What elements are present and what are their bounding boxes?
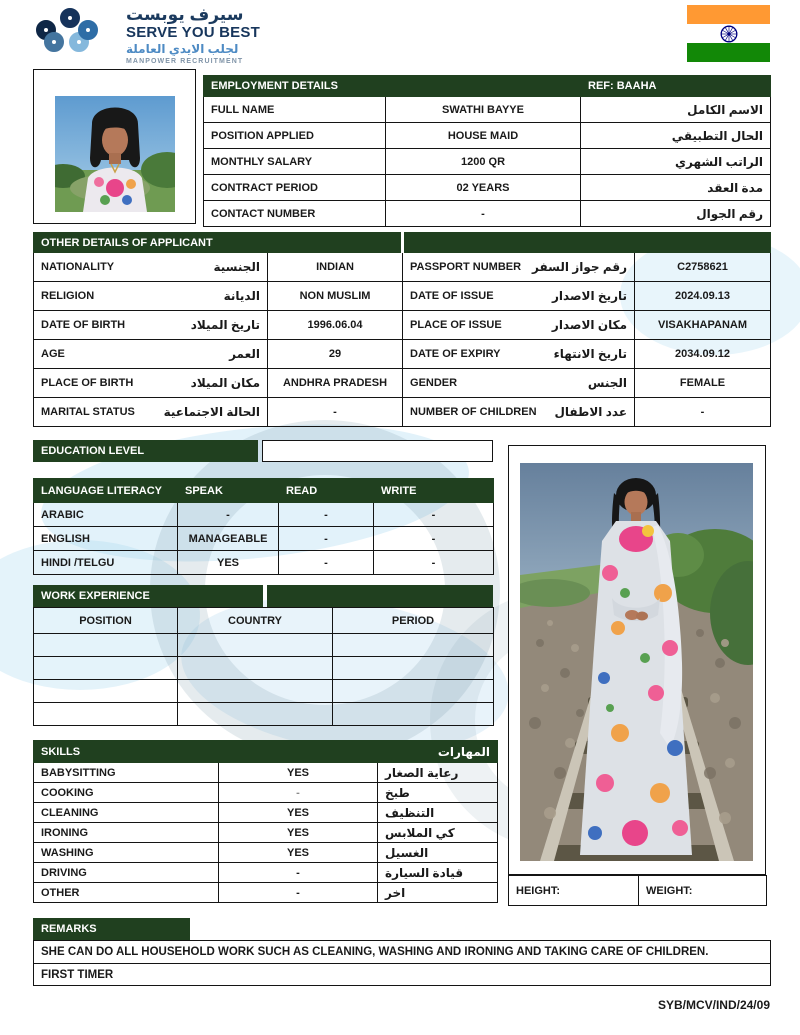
language-name: ENGLISH <box>34 527 178 551</box>
field-label-arabic: رقم الجوال <box>581 201 771 227</box>
field-label-dual <box>34 340 268 369</box>
table-row <box>34 863 498 883</box>
table-row <box>34 369 771 398</box>
skill-name: COOKING <box>34 783 219 803</box>
logo-ring <box>60 8 80 28</box>
field-label-dual <box>403 311 635 340</box>
write-value: - <box>374 527 494 551</box>
field-value: 1200 QR <box>386 149 581 175</box>
field-label: CONTACT NUMBER <box>204 201 386 227</box>
applicant-passport-photo <box>33 69 196 224</box>
field-label-arabic: الديانة <box>223 289 260 303</box>
field-label: AGE <box>41 348 65 360</box>
skill-name: IRONING <box>34 823 219 843</box>
logo-subtitle: MANPOWER RECRUITMENT <box>126 58 244 65</box>
position-cell <box>34 657 178 680</box>
position-cell <box>34 680 178 703</box>
remarks-table <box>33 940 771 986</box>
skill-name-arabic: طبخ <box>378 783 498 803</box>
education-level-header: EDUCATION LEVEL <box>33 440 258 462</box>
skill-name-arabic: رعاية الصغار <box>378 763 498 783</box>
skill-value: - <box>219 863 378 883</box>
skill-value: YES <box>219 803 378 823</box>
column-header: WRITE <box>374 479 494 503</box>
logo-ring <box>44 32 64 52</box>
country-cell <box>178 634 333 657</box>
field-label-dual <box>34 282 268 311</box>
skill-value: - <box>219 883 378 903</box>
field-label-arabic: مكان الاصدار <box>551 318 628 332</box>
field-label-arabic: مدة العقد <box>581 175 771 201</box>
table-row <box>34 703 494 726</box>
applicant-full-photo <box>508 445 766 875</box>
work-experience-header-spacer <box>267 585 493 607</box>
field-label-dual <box>403 398 635 427</box>
field-label: FULL NAME <box>204 97 386 123</box>
table-header-row <box>204 76 771 97</box>
table-row <box>204 97 771 123</box>
measurements-table <box>508 875 767 906</box>
field-value: 1996.06.04 <box>268 311 403 340</box>
flag-saffron-stripe <box>687 5 770 24</box>
speak-value: - <box>178 503 279 527</box>
field-label-dual <box>34 311 268 340</box>
skill-name-arabic: قيادة السيارة <box>378 863 498 883</box>
table-header-row <box>34 233 771 253</box>
field-label-arabic: رقم جواز السفر <box>532 260 628 274</box>
skill-name: CLEANING <box>34 803 219 823</box>
field-label: MONTHLY SALARY <box>204 149 386 175</box>
position-cell <box>34 703 178 726</box>
work-experience-table <box>33 607 494 726</box>
field-value: HOUSE MAID <box>386 123 581 149</box>
logo-text-block <box>126 5 276 66</box>
read-value: - <box>279 527 374 551</box>
weight-label: WEIGHT: <box>639 876 767 906</box>
field-label: DATE OF BIRTH <box>41 319 126 331</box>
field-label-arabic: مكان الميلاد <box>190 376 260 390</box>
country-cell <box>178 680 333 703</box>
field-label-arabic: الحال التطبيقي <box>581 123 771 149</box>
table-row <box>34 843 498 863</box>
serve-you-best-logo-icon <box>36 8 122 68</box>
field-label-arabic: العمر <box>229 347 260 361</box>
field-label-dual <box>34 398 268 427</box>
ashoka-chakra-icon <box>720 25 738 43</box>
period-cell <box>333 680 494 703</box>
height-label: HEIGHT: <box>509 876 639 906</box>
skills-table <box>33 740 498 903</box>
period-cell <box>333 703 494 726</box>
field-label-dual <box>403 369 635 398</box>
table-row <box>34 282 771 311</box>
language-name: HINDI /TELGU <box>34 551 178 575</box>
logo-title: SERVE YOU BEST <box>126 24 260 41</box>
field-value: SWATHI BAYYE <box>386 97 581 123</box>
field-value: C2758621 <box>635 253 771 282</box>
skill-name-arabic: كي الملابس <box>378 823 498 843</box>
field-label: DATE OF ISSUE <box>410 290 494 302</box>
column-header: SPEAK <box>178 479 279 503</box>
table-row <box>34 634 494 657</box>
field-label: POSITION APPLIED <box>204 123 386 149</box>
table-row <box>34 340 771 369</box>
field-label-arabic: تاريخ الميلاد <box>190 318 260 332</box>
other-details-table <box>33 232 771 427</box>
other-details-title-spacer <box>403 233 771 253</box>
employment-details-table <box>203 75 771 227</box>
table-row <box>34 551 494 575</box>
skill-name: WASHING <box>34 843 219 863</box>
table-row <box>34 657 494 680</box>
speak-value: MANAGEABLE <box>178 527 279 551</box>
field-value: 29 <box>268 340 403 369</box>
country-cell <box>178 703 333 726</box>
column-header: LANGUAGE LITERACY <box>34 479 178 503</box>
field-value: 2034.09.12 <box>635 340 771 369</box>
employment-title: EMPLOYMENT DETAILS <box>204 76 581 97</box>
column-header: COUNTRY <box>178 608 333 634</box>
other-details-title: OTHER DETAILS OF APPLICANT <box>34 233 403 253</box>
table-row <box>34 883 498 903</box>
skill-name: DRIVING <box>34 863 219 883</box>
skill-value: YES <box>219 843 378 863</box>
skill-value: YES <box>219 823 378 843</box>
field-label-arabic: الحالة الاجتماعية <box>163 405 260 419</box>
ref-code: REF: BAAHA <box>581 76 771 97</box>
table-row <box>204 149 771 175</box>
field-label: PLACE OF ISSUE <box>410 319 502 331</box>
column-header: PERIOD <box>333 608 494 634</box>
skill-name: OTHER <box>34 883 219 903</box>
field-label-arabic: الجنس <box>587 376 628 390</box>
period-cell <box>333 634 494 657</box>
work-experience-header: WORK EXPERIENCE <box>33 585 263 607</box>
read-value: - <box>279 551 374 575</box>
field-label: PLACE OF BIRTH <box>41 377 134 389</box>
education-level-value <box>262 440 493 462</box>
remarks-line2: FIRST TIMER <box>34 964 771 986</box>
india-flag-icon <box>687 5 770 62</box>
field-value: 2024.09.13 <box>635 282 771 311</box>
logo-ring <box>78 20 98 40</box>
logo-arabic-subtitle: لجلب الايدي العاملة <box>126 42 239 56</box>
remarks-header: REMARKS <box>33 918 190 940</box>
write-value: - <box>374 503 494 527</box>
field-value: NON MUSLIM <box>268 282 403 311</box>
full-photo-image <box>520 463 753 861</box>
table-header-row <box>34 479 494 503</box>
field-label: GENDER <box>410 377 458 389</box>
field-label-arabic: الاسم الكامل <box>581 97 771 123</box>
column-header: READ <box>279 479 374 503</box>
field-label-arabic: الراتب الشهري <box>581 149 771 175</box>
field-label: MARITAL STATUS <box>41 406 135 418</box>
table-header-row <box>34 608 494 634</box>
field-value: - <box>268 398 403 427</box>
remarks-line1: SHE CAN DO ALL HOUSEHOLD WORK SUCH AS CLEANING, WASHING AND IRONING AND TAKING CARE OF CHILDREN. <box>34 941 771 964</box>
field-label: PASSPORT NUMBER <box>410 261 522 273</box>
period-cell <box>333 657 494 680</box>
field-label-arabic: الجنسية <box>213 260 260 274</box>
speak-value: YES <box>178 551 279 575</box>
position-cell <box>34 634 178 657</box>
table-row <box>34 823 498 843</box>
table-row <box>34 680 494 703</box>
column-header: POSITION <box>34 608 178 634</box>
write-value: - <box>374 551 494 575</box>
field-value: - <box>386 201 581 227</box>
logo-arabic-title: سيرف يوبست <box>126 5 244 24</box>
field-value: VISAKHAPANAM <box>635 311 771 340</box>
skill-name-arabic: التنظيف <box>378 803 498 823</box>
skill-name: BABYSITTING <box>34 763 219 783</box>
field-label: DATE OF EXPIRY <box>410 348 501 360</box>
flag-green-stripe <box>687 43 770 62</box>
field-value: 02 YEARS <box>386 175 581 201</box>
read-value: - <box>279 503 374 527</box>
table-row <box>204 123 771 149</box>
table-row <box>34 527 494 551</box>
skills-title-arabic: المهارات <box>378 741 498 763</box>
skills-title: SKILLS <box>34 741 378 763</box>
field-value: - <box>635 398 771 427</box>
field-value: ANDHRA PRADESH <box>268 369 403 398</box>
passport-photo-image <box>55 96 175 212</box>
field-label-dual <box>403 340 635 369</box>
skill-name-arabic: الغسيل <box>378 843 498 863</box>
field-label-dual <box>34 369 268 398</box>
field-label-dual <box>34 253 268 282</box>
table-row <box>204 201 771 227</box>
field-label: RELIGION <box>41 290 95 302</box>
table-row <box>34 253 771 282</box>
field-label: CONTRACT PERIOD <box>204 175 386 201</box>
field-label-dual <box>403 253 635 282</box>
table-row <box>34 964 771 986</box>
table-row <box>34 311 771 340</box>
field-label-arabic: تاريخ الانتهاء <box>553 347 628 361</box>
table-row <box>34 398 771 427</box>
field-label: NATIONALITY <box>41 261 115 273</box>
field-label-arabic: تاريخ الاصدار <box>552 289 628 303</box>
table-row <box>509 876 767 906</box>
skill-value: - <box>219 783 378 803</box>
skill-name-arabic: اخر <box>378 883 498 903</box>
table-header-row <box>34 741 498 763</box>
language-name: ARABIC <box>34 503 178 527</box>
document-ref-code: SYB/MCV/IND/24/09 <box>657 998 770 1012</box>
language-literacy-table <box>33 478 494 575</box>
table-row <box>204 175 771 201</box>
field-label-dual <box>403 282 635 311</box>
table-row <box>34 941 771 964</box>
field-value: FEMALE <box>635 369 771 398</box>
country-cell <box>178 657 333 680</box>
field-label: NUMBER OF CHILDREN <box>410 406 537 418</box>
table-row <box>34 763 498 783</box>
table-row <box>34 503 494 527</box>
table-row <box>34 783 498 803</box>
skill-value: YES <box>219 763 378 783</box>
field-value: INDIAN <box>268 253 403 282</box>
field-label-arabic: عدد الاطفال <box>554 405 628 419</box>
table-row <box>34 803 498 823</box>
